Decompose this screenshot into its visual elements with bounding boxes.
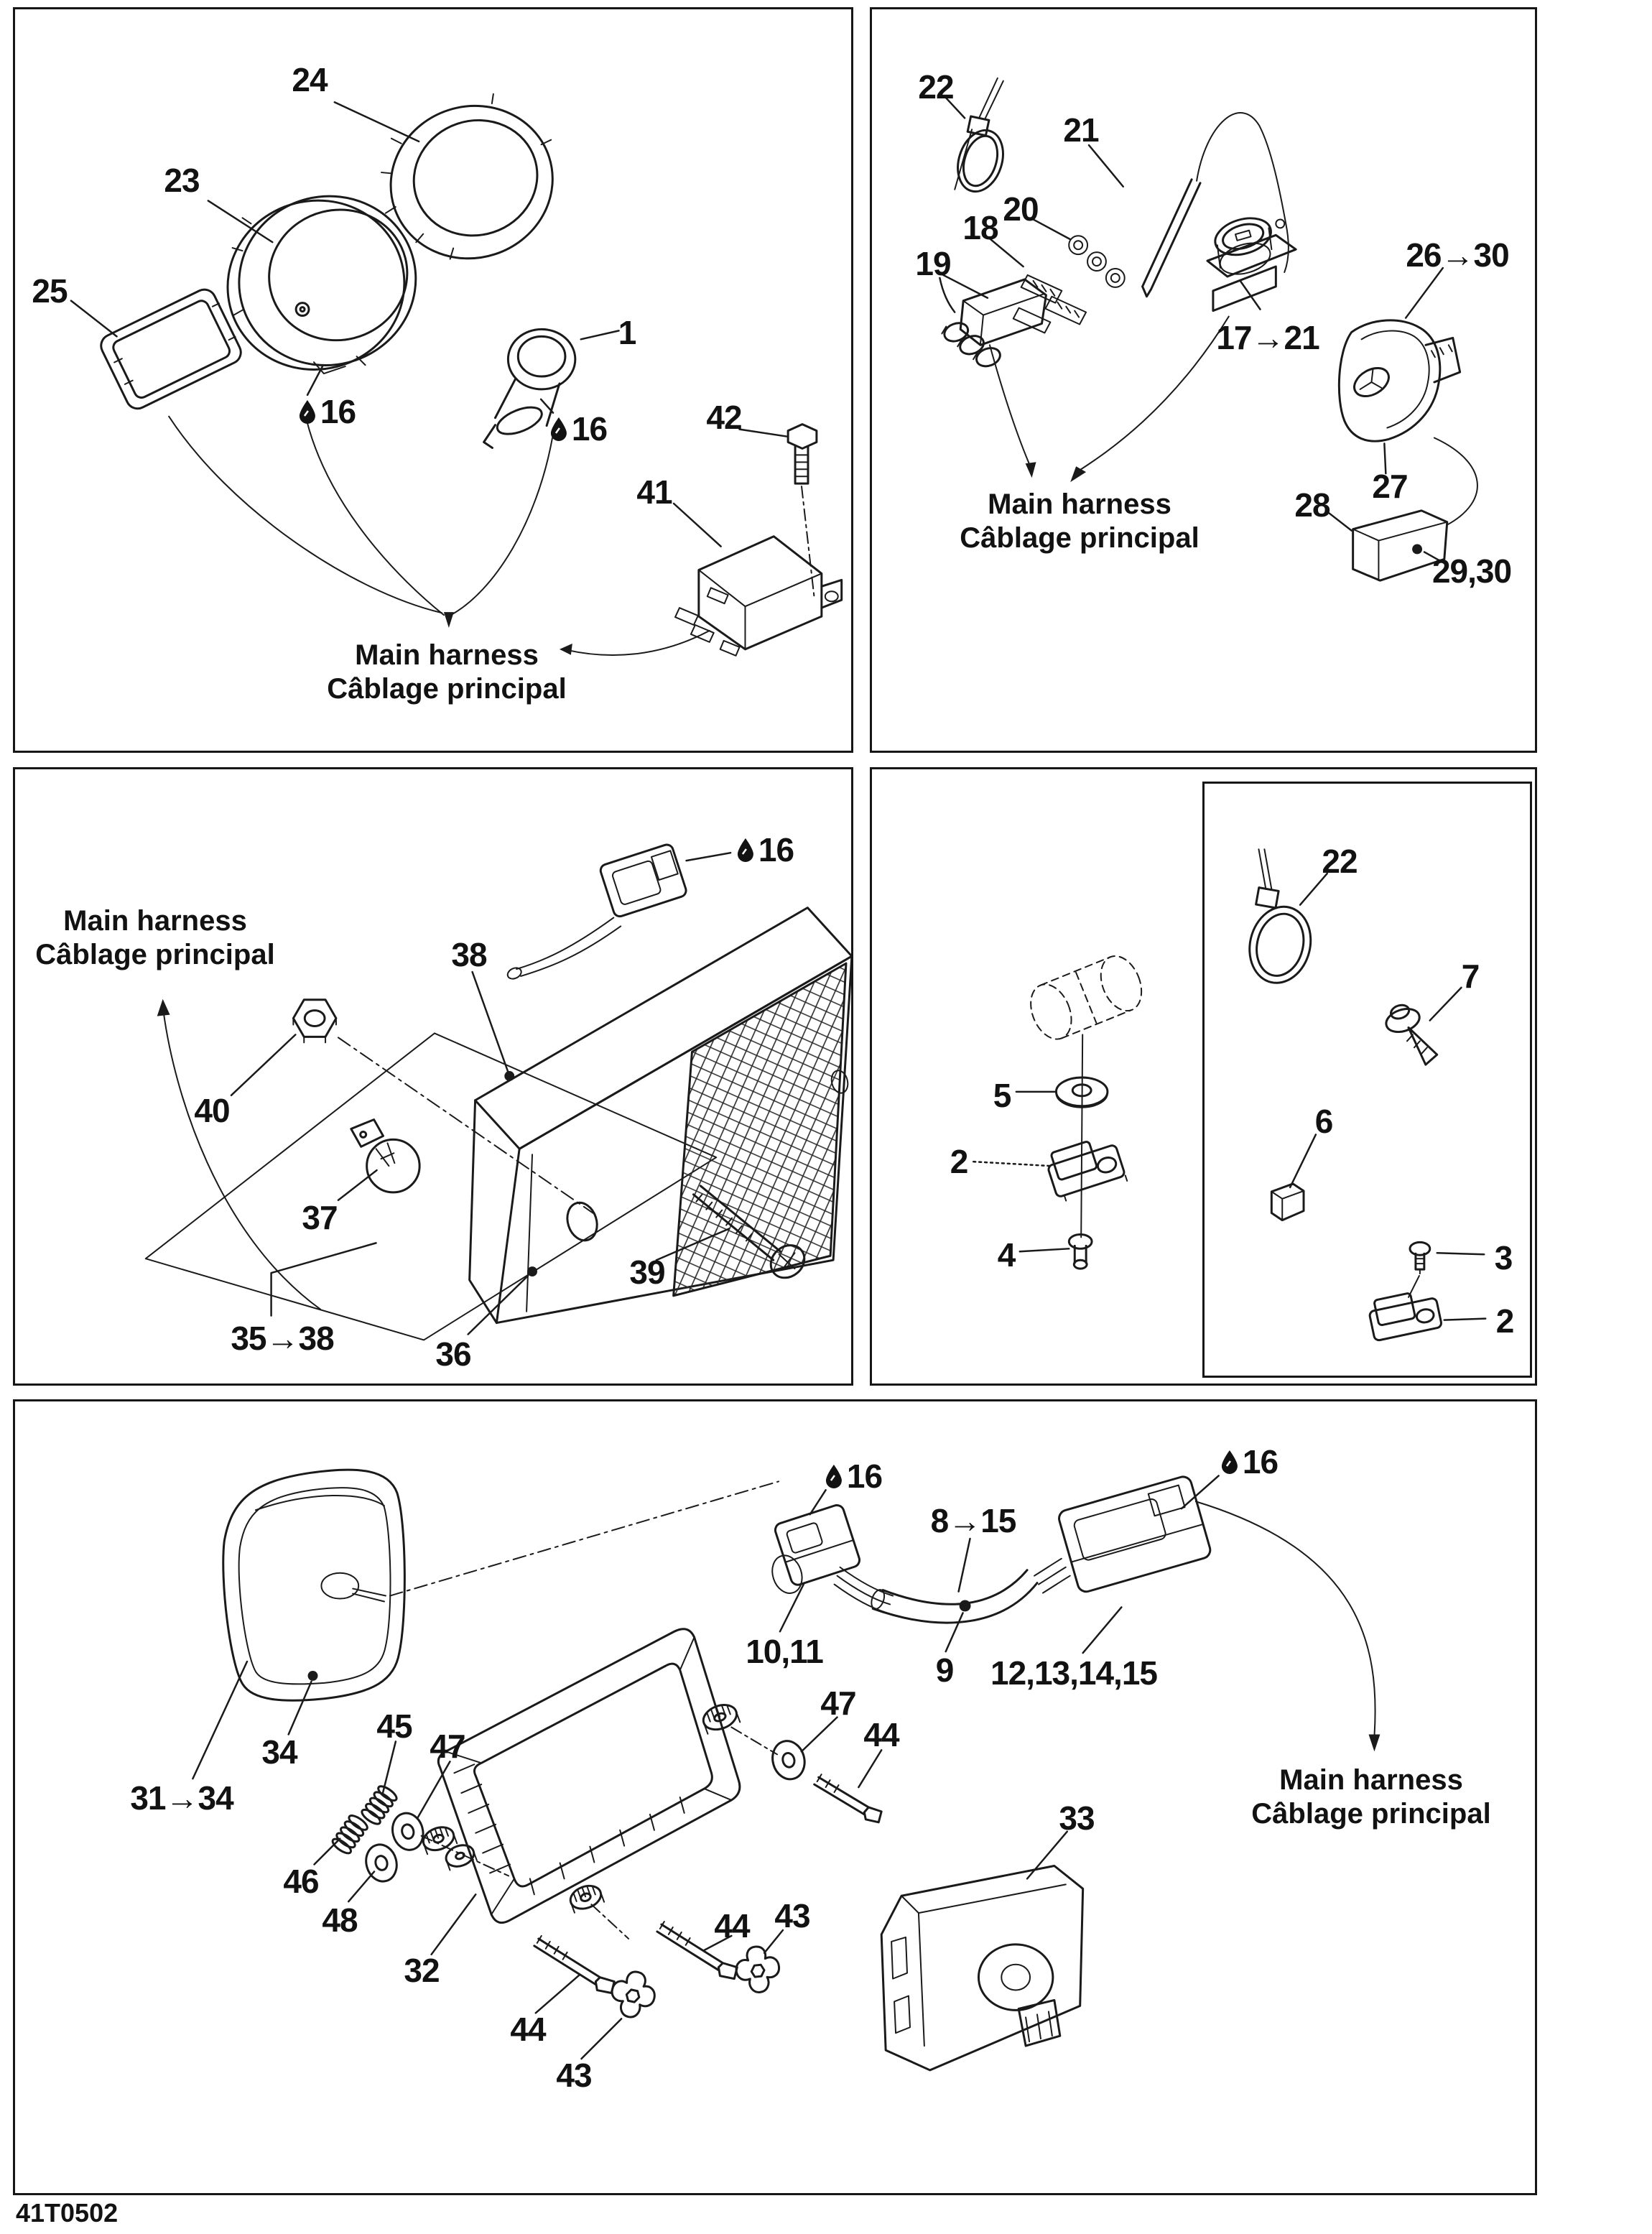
callout-16-grease: 16 <box>549 409 607 448</box>
cable-tie-art <box>950 78 1011 198</box>
document-code: 41T0502 <box>16 2198 119 2228</box>
callout-9: 9 <box>935 1651 954 1689</box>
leader-38 <box>473 972 509 1072</box>
leader-46 <box>314 1839 340 1865</box>
lamp-unit-art <box>881 1865 1082 2070</box>
panel-tail-light <box>13 767 853 1386</box>
grease-drop-icon <box>825 1464 843 1488</box>
headlight-frame-art <box>438 1629 740 1923</box>
callout-35-38: 35→38 <box>231 1320 334 1357</box>
callout-47: 47 <box>430 1728 465 1765</box>
cable-tie-art <box>1242 849 1319 989</box>
leader-19a <box>939 278 955 312</box>
dash-axis-3 <box>591 1904 628 1939</box>
callout-47: 47 <box>820 1684 856 1722</box>
callout-27: 27 <box>1372 468 1408 505</box>
tail-connector-art <box>506 843 687 981</box>
main-harness-label: Main harness Câblage principal <box>327 639 567 705</box>
bezel-ring-art <box>361 81 579 282</box>
callout-43: 43 <box>556 2057 592 2094</box>
leader-16 <box>687 853 731 861</box>
harness-arrows <box>990 317 1229 483</box>
callout-20: 20 <box>1003 190 1039 228</box>
panel-tail-light-art <box>15 769 851 1383</box>
leader-2a <box>973 1162 1050 1166</box>
callout-22: 22 <box>1322 843 1358 880</box>
callout-16-grease: 16 <box>736 830 794 869</box>
leader-25 <box>71 301 117 337</box>
callout-2b: 2 <box>1495 1302 1514 1340</box>
callout-4: 4 <box>997 1236 1016 1274</box>
leader-35-38 <box>272 1243 376 1315</box>
callout-48: 48 <box>322 1901 358 1939</box>
main-harness-label: Main harness Câblage principal <box>35 905 275 971</box>
leader-4 <box>1020 1248 1069 1251</box>
callout-39: 39 <box>629 1253 665 1291</box>
screw-3-art <box>1410 1242 1430 1274</box>
callout-40: 40 <box>194 1092 230 1129</box>
phantom-cylinder-art <box>1024 950 1149 1045</box>
leader-10-11 <box>780 1583 804 1632</box>
leader-2b <box>1444 1319 1486 1320</box>
leader-1 <box>581 330 619 339</box>
callout-22: 22 <box>918 68 954 106</box>
axis-line <box>1081 1034 1082 1237</box>
switch-housing-art <box>1339 320 1460 441</box>
wire-art <box>1143 113 1289 297</box>
main-harness-label: Main harness Câblage principal <box>1251 1764 1491 1830</box>
leader-21 <box>1089 145 1123 187</box>
leader-37 <box>338 1170 377 1200</box>
callout-36: 36 <box>435 1335 471 1373</box>
screw-46-art <box>330 1813 369 1855</box>
callout-24: 24 <box>292 61 328 98</box>
callout-17-21: 17→21 <box>1216 319 1319 356</box>
harness-arrows <box>169 417 710 655</box>
leader-43a <box>581 2019 621 2059</box>
dash-axis-4 <box>731 1728 777 1755</box>
callout-7: 7 <box>1461 958 1480 995</box>
callout-26-30: 26→30 <box>1406 236 1509 274</box>
leader-44c <box>858 1750 881 1787</box>
panel-switches <box>870 7 1537 753</box>
clip-6-art <box>1271 1184 1304 1220</box>
callout-19: 19 <box>915 245 951 282</box>
callout-46: 46 <box>283 1863 319 1900</box>
panel-switches-art <box>872 9 1535 751</box>
panel-hardware-art <box>872 769 1535 1383</box>
bolt-44-art <box>534 1774 881 1993</box>
callout-8-15: 8→15 <box>930 1502 1016 1539</box>
callout-12-15: 12,13,14,15 <box>990 1654 1158 1692</box>
callout-44: 44 <box>510 2011 546 2048</box>
callout-21: 21 <box>1063 111 1099 149</box>
harness-arrow <box>1196 1501 1380 1751</box>
mount-plate-art <box>146 1033 716 1340</box>
knurled-nut-art <box>420 1700 740 1912</box>
grease-drop-icon <box>1220 1450 1239 1474</box>
headlight-lens-art <box>223 1470 405 1700</box>
callout-31-34: 31→34 <box>130 1779 233 1817</box>
callout-3: 3 <box>1494 1239 1513 1276</box>
leader-9 <box>946 1613 963 1651</box>
leader-23 <box>208 200 272 242</box>
leader-42 <box>740 430 787 437</box>
callout-34: 34 <box>261 1733 297 1771</box>
callout-45: 45 <box>376 1707 412 1745</box>
relay-art <box>675 537 842 656</box>
leader-48 <box>348 1871 374 1901</box>
callout-6: 6 <box>1314 1103 1333 1140</box>
screw-45-art <box>360 1784 399 1826</box>
callout-16-grease: 16 <box>1220 1442 1278 1481</box>
leader-32 <box>432 1894 476 1955</box>
leader-31-34 <box>192 1661 247 1779</box>
callout-38: 38 <box>451 936 487 973</box>
switch-wire-art <box>1434 437 1477 524</box>
washer-47b-art <box>769 1738 809 1783</box>
display-art <box>97 285 245 412</box>
gauge-art <box>210 177 434 388</box>
callout-28: 28 <box>1294 486 1330 524</box>
callout-33: 33 <box>1059 1799 1095 1837</box>
callout-37: 37 <box>302 1199 338 1236</box>
grease-drop-icon <box>549 417 568 441</box>
panel-headlight <box>13 1399 1537 2195</box>
washer-47-art <box>389 1809 427 1853</box>
leader-6 <box>1290 1134 1316 1187</box>
harness-arrow <box>157 999 320 1310</box>
leader-16b <box>1182 1475 1219 1508</box>
callout-41: 41 <box>636 473 672 511</box>
callout-25: 25 <box>32 272 68 310</box>
clamp-2-art <box>1044 1134 1127 1203</box>
leader-44a <box>536 1975 580 2013</box>
leader-3 <box>1437 1253 1485 1254</box>
grease-drop-icon <box>736 838 755 862</box>
callout-5: 5 <box>993 1077 1011 1114</box>
leader-24 <box>335 102 419 142</box>
leader-40 <box>231 1034 295 1095</box>
callout-44: 44 <box>714 1907 750 1945</box>
relay-bolt-art <box>788 425 817 600</box>
grease-drop-icon <box>298 399 317 424</box>
leader-36 <box>468 1276 528 1334</box>
leader-7 <box>1430 988 1462 1021</box>
callout-18: 18 <box>962 209 998 246</box>
screw-7-art <box>1383 1003 1437 1065</box>
rivet-4-art <box>1069 1234 1092 1269</box>
leader-41 <box>674 504 721 547</box>
connector-19-art <box>942 279 1046 369</box>
panel-gauges <box>13 7 853 753</box>
leader-20 <box>1034 219 1071 239</box>
callout-44: 44 <box>863 1716 899 1753</box>
callout-43: 43 <box>774 1897 810 1934</box>
leader-17-21 <box>1240 281 1261 310</box>
leader-26-30 <box>1406 268 1443 318</box>
harness-art <box>768 1475 1212 1623</box>
callout-10-11: 10,11 <box>746 1633 823 1670</box>
main-harness-label: Main harness Câblage principal <box>960 488 1199 555</box>
callout-42: 42 <box>706 399 742 436</box>
callout-16-grease: 16 <box>298 392 356 431</box>
clamp-2b-art <box>1367 1288 1442 1341</box>
callout-2: 2 <box>950 1143 968 1180</box>
leader-47a <box>417 1761 450 1819</box>
panel-hardware <box>870 767 1537 1386</box>
leader-34 <box>289 1682 312 1735</box>
leader-12-15 <box>1083 1607 1122 1653</box>
leader-45 <box>383 1741 396 1793</box>
leader-16a <box>307 366 322 395</box>
nut-art <box>293 1000 336 1043</box>
callout-32: 32 <box>404 1952 440 1989</box>
callout-23: 23 <box>164 162 200 199</box>
callout-1: 1 <box>618 314 636 351</box>
leader-8-15 <box>959 1539 970 1592</box>
callout-16-grease: 16 <box>825 1457 882 1496</box>
dash-axis-1 <box>390 1481 779 1595</box>
callout-29-30: 29,30 <box>1431 552 1512 590</box>
